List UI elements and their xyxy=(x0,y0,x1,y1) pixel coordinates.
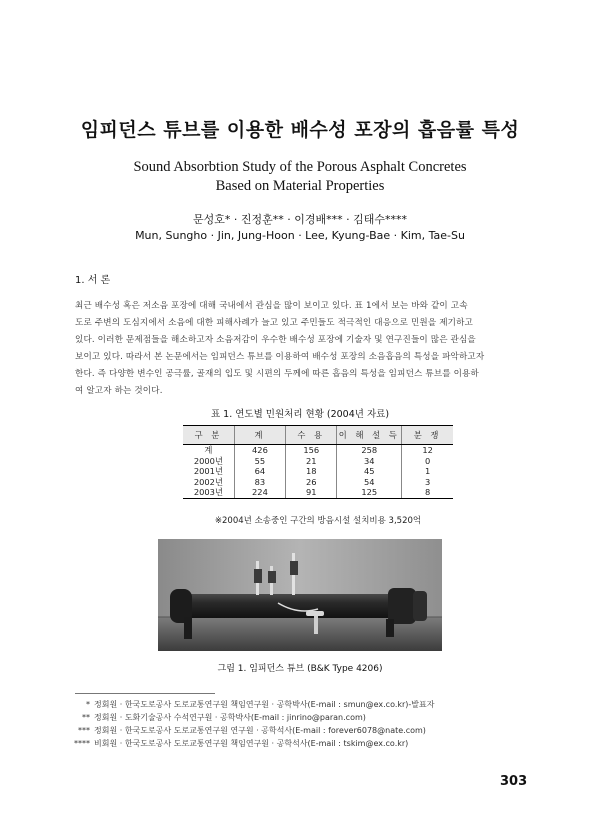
table-row xyxy=(183,445,453,456)
authors-korean: 문성호* · 진정훈** · 이경배*** · 김태수**** xyxy=(193,213,407,226)
table-cell: 156 xyxy=(286,445,337,456)
table-row xyxy=(183,466,453,477)
table-header-cell: 구 분 xyxy=(183,426,234,445)
table-cell: 426 xyxy=(234,445,285,456)
table-cell: 1 xyxy=(402,466,453,477)
table-cell: 224 xyxy=(234,487,285,498)
footnote xyxy=(60,738,408,749)
table-header-cell: 이 해 설 득 xyxy=(337,426,402,445)
table-header-cell: 수 용 xyxy=(286,426,337,445)
footnote-text: 정회원 · 도화기술공사 수석연구원 · 공학박사(E-mail : jinrino@paran.com) xyxy=(94,713,366,722)
footnote-text: 정회원 · 한국도로공사 도로교통연구원 연구원 · 공학석사(E-mail : forever6078@nate.com) xyxy=(94,726,426,735)
table-row xyxy=(183,477,453,488)
table-cell: 2001년 xyxy=(193,466,223,477)
footnote-text: 비회원 · 한국도로공사 도로교통연구원 책임연구원 · 공학석사(E-mail : tskim@ex.co.kr) xyxy=(94,739,409,748)
table-cell: 125 xyxy=(337,487,402,498)
table-cell: 64 xyxy=(234,466,285,477)
table-cell: 2000년 xyxy=(193,455,223,466)
table-cell: 18 xyxy=(286,466,337,477)
table-cell: 8 xyxy=(402,487,453,498)
table-header-row xyxy=(183,426,453,445)
footnote-marker: **** xyxy=(74,739,90,748)
table-note: ※2004년 소송중인 구간의 방음시설 설치비용 3,520억 xyxy=(214,516,422,526)
body-text-line: 있다. 이러한 문제점들을 해소하고자 소음저감이 우수한 배수성 포장에 기술자 및 연구진들이 많은 관심을 xyxy=(75,335,476,345)
table-cell: 258 xyxy=(337,445,402,456)
footnote-divider xyxy=(75,693,215,694)
footnote xyxy=(60,725,426,736)
table-cell: 21 xyxy=(286,456,337,467)
paper-title-korean: 임피던스 튜브를 이용한 배수성 포장의 흡음률 특성 xyxy=(80,119,520,141)
footnote-marker: * xyxy=(86,700,90,709)
footnote xyxy=(60,712,366,723)
footnote-text: 정회원 · 한국도로공사 도로교통연구원 책임연구원 · 공학박사(E-mail : smun@ex.co.kr)-발표자 xyxy=(94,700,435,709)
table-cell: 2002년 xyxy=(193,476,223,487)
table-caption: 표 1. 연도별 민원처리 현황 (2004년 자료) xyxy=(210,409,390,420)
table-header-cell: 계 xyxy=(234,426,285,445)
footnote xyxy=(60,699,435,710)
impedance-tube-photo xyxy=(158,539,442,651)
complaints-table xyxy=(183,425,453,499)
table-cell: 2003년 xyxy=(183,487,234,498)
figure-caption: 그림 1. 임피던스 튜브 (B&K Type 4206) xyxy=(217,664,383,674)
table-row xyxy=(183,487,453,498)
paper-title-english-line1: Sound Absorbtion Study of the Porous Asphalt Concretes xyxy=(133,159,467,175)
table-cell: 3 xyxy=(402,477,453,488)
body-text-line: 최근 배수성 혹은 저소음 포장에 대해 국내에서 관심을 많이 보이고 있다. 표 1에서 보는 바와 같이 고속 xyxy=(75,301,468,311)
table-cell: 34 xyxy=(337,456,402,467)
table-header-cell: 분 쟁 xyxy=(402,426,453,445)
table-row xyxy=(183,456,453,467)
footnote-marker: *** xyxy=(78,726,90,735)
body-text-line: 한다. 즉 다양한 변수인 공극률, 골재의 입도 및 시편의 두께에 따른 흡음의 특성을 임피던스 튜브를 이용하 xyxy=(75,369,479,379)
table-cell: 12 xyxy=(402,445,453,456)
table-cell: 계 xyxy=(204,445,213,455)
table-cell: 54 xyxy=(337,477,402,488)
table-cell: 45 xyxy=(337,466,402,477)
section-heading: 1. 서 론 xyxy=(75,275,111,286)
table-cell: 0 xyxy=(402,456,453,467)
table-cell: 55 xyxy=(234,456,285,467)
table-cell: 91 xyxy=(286,487,337,498)
footnote-marker: ** xyxy=(82,713,90,722)
page-number: 303 xyxy=(500,774,528,789)
authors-english: Mun, Sungho · Jin, Jung-Hoon · Lee, Kyung-Bae · Kim, Tae-Su xyxy=(135,229,465,242)
body-text-line: 보이고 있다. 따라서 본 논문에서는 임피던스 튜브를 이용하여 배수성 포장의 소음흡음의 특성을 파악하고자 xyxy=(75,352,485,362)
table-cell: 83 xyxy=(234,477,285,488)
body-text-line: 여 알고자 하는 것이다. xyxy=(75,386,163,396)
body-text-line: 도로 주변의 도심지에서 소음에 대한 피해사례가 늘고 있고 주민들도 적극적인 대응으로 민원을 제기하고 xyxy=(75,318,473,328)
table-cell: 26 xyxy=(286,477,337,488)
paper-title-english-line2: Based on Material Properties xyxy=(215,178,385,194)
